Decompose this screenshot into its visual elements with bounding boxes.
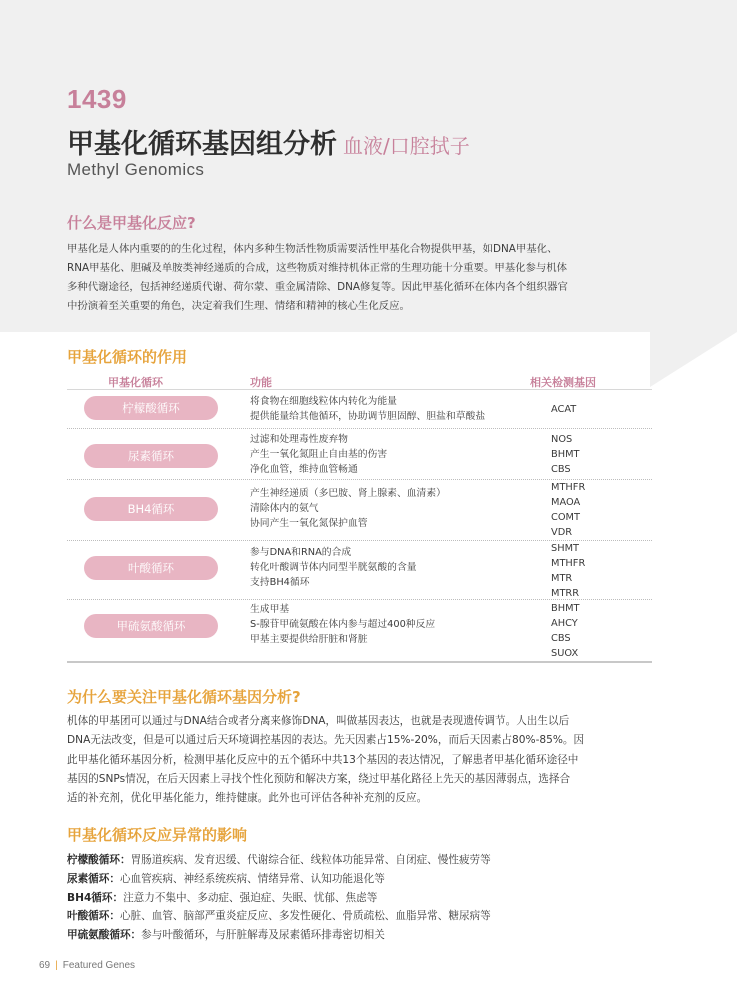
row-divider xyxy=(67,428,652,429)
intro-line: 多种代谢途径，包括神经递质代谢、荷尔蒙、重金属清除、DNA修复等。因此甲基化循环在体内各个组织器官 xyxy=(67,281,568,293)
effect-text: 注意力不集中、多动症、强迫症、失眠、忧郁、焦虑等 xyxy=(123,891,378,904)
functions-methionine xyxy=(250,602,435,647)
function-item: 参与DNA和RNA的合成 xyxy=(250,547,352,558)
cycle-pill-folate: 叶酸循环 xyxy=(84,556,218,580)
intro-line: RNA甲基化、胆碱及单胺类神经递质的合成，这些物质对维持机体正常的生理功能十分重要。甲基化参与机体 xyxy=(67,262,568,274)
column-header-genes: 相关检测基因 xyxy=(530,376,596,389)
function-item: 甲基主要提供给肝脏和肾脏 xyxy=(250,634,368,645)
footer-section: Featured Genes xyxy=(62,960,135,971)
gene-item: SUOX xyxy=(551,648,579,659)
intro-line: 中扮演着至关重要的角色，决定着我们生理、情绪和精神的核心生化反应。 xyxy=(67,300,410,312)
cycle-pill-urea: 尿素循环 xyxy=(84,444,218,468)
gene-item: BHMT xyxy=(551,603,580,614)
footer-separator: | xyxy=(55,960,58,971)
function-item: 产生神经递质（多巴胺、肾上腺素、血清素） xyxy=(250,488,446,499)
cycle-pill-citric: 柠檬酸循环 xyxy=(84,396,218,420)
why-line: 基因的SNPs情况，在后天因素上寻找个性化预防和解决方案，绕过甲基化路径上先天的基因薄弱点，选择合 xyxy=(67,772,571,785)
function-item: 支持BH4循环 xyxy=(250,577,310,588)
cycle-pill-bh4: BH4循环 xyxy=(84,497,218,521)
why-heading: 为什么要关注甲基化循环基因分析? xyxy=(67,688,301,706)
page-title xyxy=(67,122,470,161)
effect-item xyxy=(67,907,491,926)
decorative-corner-shape xyxy=(650,332,737,387)
gene-item: BHMT xyxy=(551,449,580,460)
function-item: 将食物在细胞线粒体内转化为能量 xyxy=(250,396,397,407)
function-item: 提供能量给其他循环，协助调节胆固醇、胆盐和草酸盐 xyxy=(250,411,486,422)
effect-item xyxy=(67,889,491,908)
gene-item: MTR xyxy=(551,573,573,584)
function-item: S-腺苷甲硫氨酸在体内参与超过400种反应 xyxy=(250,619,436,630)
genes-bh4 xyxy=(551,480,585,540)
why-line: 机体的甲基团可以通过与DNA结合或者分离来修饰DNA，叫做基因表达，也就是表现遗传调节。人出生以后 xyxy=(67,715,570,727)
intro-heading: 什么是甲基化反应? xyxy=(67,214,196,232)
cycle-pill-methionine: 甲硫氨酸循环 xyxy=(84,614,218,638)
function-item: 产生一氧化氮阻止自由基的伤害 xyxy=(250,449,388,460)
intro-line: 甲基化是人体内重要的的生化过程，体内多种生物活性物质需要活性甲基化合物提供甲基，如DNA甲基化、 xyxy=(67,243,558,255)
why-paragraph xyxy=(67,712,667,808)
effects-heading: 甲基化循环反应异常的影响 xyxy=(67,826,248,844)
effect-text: 参与叶酸循环，与肝脏解毒及尿素循环排毒密切相关 xyxy=(141,929,385,942)
table-bottom-rule xyxy=(67,661,652,663)
gene-item: NOS xyxy=(551,434,573,445)
effect-text: 胃肠道疾病、发育迟缓、代谢综合征、线粒体功能异常、自闭症、慢性疲劳等 xyxy=(130,854,491,866)
page-footer xyxy=(39,960,135,971)
function-item: 过滤和处理毒性废弃物 xyxy=(250,434,348,445)
functions-urea xyxy=(250,432,387,477)
function-item: 净化血管，维持血管畅通 xyxy=(250,464,358,475)
function-item: 清除体内的氨气 xyxy=(250,503,319,514)
effect-item xyxy=(67,926,491,945)
column-header-cycle: 甲基化循环 xyxy=(108,376,163,389)
effect-text: 心血管疾病、神经系统疾病、情绪异常、认知功能退化等 xyxy=(119,872,385,885)
gene-item: MTHFR xyxy=(551,482,586,493)
gene-item: SHMT xyxy=(551,543,580,554)
gene-item: ACAT xyxy=(551,404,577,415)
gene-item: VDR xyxy=(551,527,573,538)
genes-urea xyxy=(551,432,580,477)
column-header-function: 功能 xyxy=(250,376,272,389)
gene-item: MTHFR xyxy=(551,558,586,569)
functions-bh4 xyxy=(250,486,446,531)
gene-item: MAOA xyxy=(551,497,581,508)
effect-label: 尿素循环： xyxy=(67,872,120,885)
effects-list xyxy=(67,851,491,945)
function-item: 协同产生一氧化氮保护血管 xyxy=(250,518,368,529)
function-item: 生成甲基 xyxy=(250,604,290,615)
page-number: 69 xyxy=(39,960,51,971)
title-english: Methyl Genomics xyxy=(67,160,205,179)
effect-label: 甲硫氨酸循环： xyxy=(67,929,142,942)
table-header-divider xyxy=(67,389,652,390)
sample-type: 血液/口腔拭子 xyxy=(343,134,470,158)
why-line: 此甲基化循环基因分析，检测甲基化反应中的五个循环中共13个基因的表达情况，了解患者甲基化循环途径中 xyxy=(67,753,579,766)
intro-paragraph xyxy=(67,240,667,316)
genes-methionine xyxy=(551,601,580,661)
effect-item xyxy=(67,851,491,870)
function-item: 转化叶酸调节体内同型半胱氨酸的含量 xyxy=(250,562,417,573)
gene-item: CBS xyxy=(551,633,571,644)
functions-citric xyxy=(250,394,485,424)
product-code: 1439 xyxy=(67,84,127,114)
title-main: 甲基化循环基因组分析 xyxy=(67,129,337,160)
why-line: DNA无法改变，但是可以通过后天环境调控基因的表达。先天因素占15%-20%，而后天因素占80%-85%。因 xyxy=(67,734,585,747)
genes-folate xyxy=(551,541,585,601)
effect-item xyxy=(67,870,491,889)
effect-label: 柠檬酸循环： xyxy=(67,854,131,866)
functions-folate xyxy=(250,545,417,590)
gene-item: CBS xyxy=(551,464,571,475)
genes-citric xyxy=(551,402,576,417)
effect-label: BH4循环： xyxy=(67,891,124,904)
gene-item: MTRR xyxy=(551,588,580,599)
table-heading: 甲基化循环的作用 xyxy=(67,348,188,366)
effect-label: 叶酸循环： xyxy=(67,910,120,923)
why-line: 适的补充剂，优化甲基化能力，维持健康。此外也可评估各种补充剂的反应。 xyxy=(67,792,428,805)
row-divider xyxy=(67,599,652,600)
effect-text: 心脏、血管、脑部严重炎症反应、多发性硬化、骨质疏松、血脂异常、糖尿病等 xyxy=(119,910,491,923)
gene-item: AHCY xyxy=(551,618,578,629)
gene-item: COMT xyxy=(551,512,580,523)
